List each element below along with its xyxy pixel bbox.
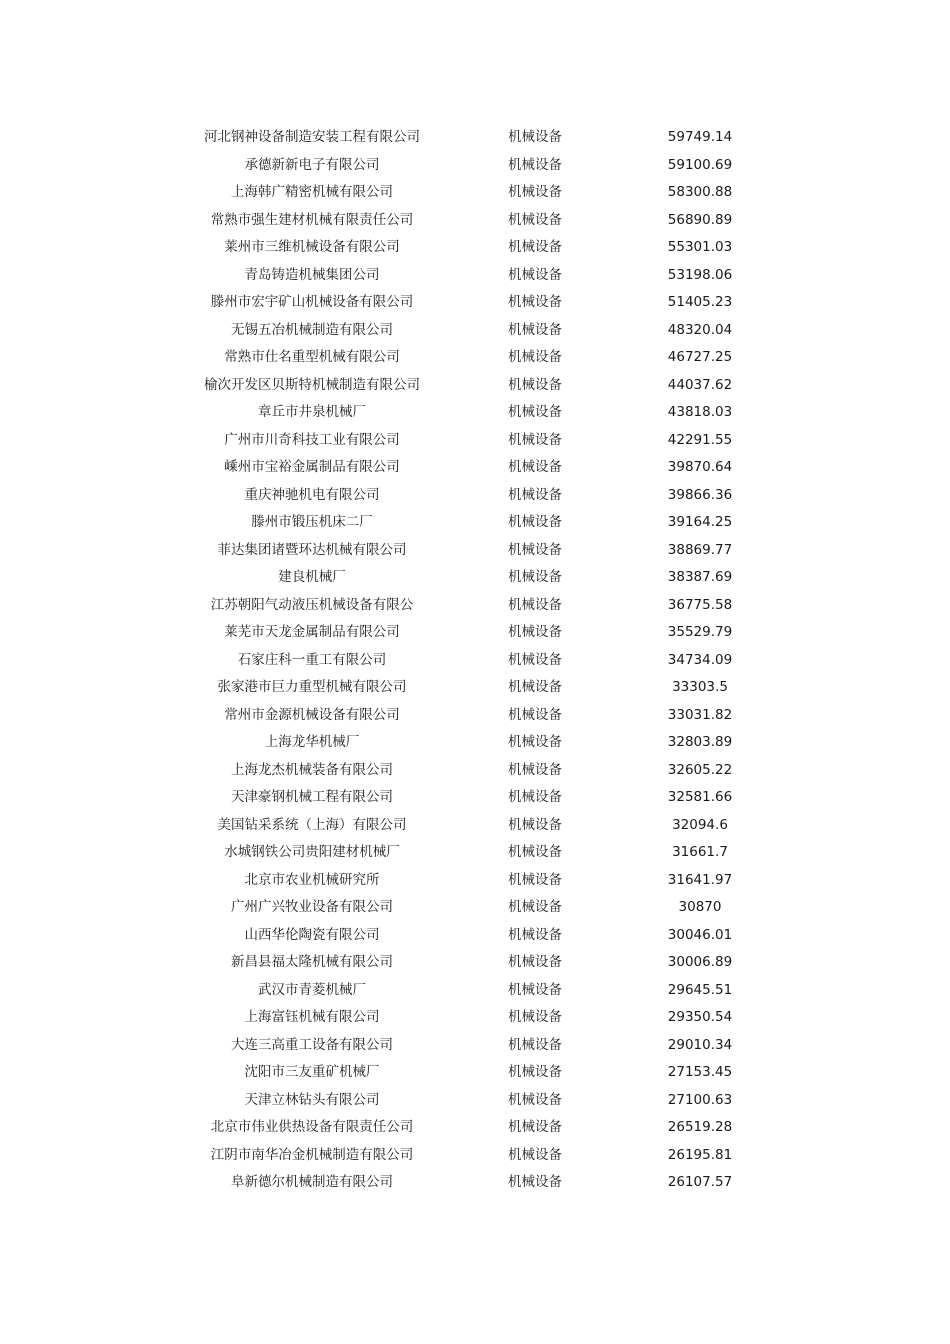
value-cell: 27100.63 (667, 1091, 733, 1108)
table-row (0, 592, 950, 620)
table-row (0, 399, 950, 427)
company-name-cell: 无锡五冶机械制造有限公司 (231, 321, 393, 338)
table-row (0, 1169, 950, 1197)
table-row (0, 344, 950, 372)
value-cell: 39870.64 (667, 459, 733, 475)
company-name-cell: 北京市农业机械研究所 (244, 871, 380, 888)
industry-cell: 机械设备 (508, 624, 562, 640)
industry-cell: 机械设备 (508, 1009, 562, 1025)
table-row (0, 509, 950, 537)
table-row (0, 1059, 950, 1087)
table-row (0, 289, 950, 317)
table-row (0, 839, 950, 867)
company-name-cell: 承德新新电子有限公司 (244, 156, 380, 173)
company-name-cell: 榆次开发区贝斯特机械制造有限公司 (204, 376, 420, 393)
table-row (0, 124, 950, 152)
value-cell: 59100.69 (667, 156, 733, 173)
industry-cell: 机械设备 (508, 899, 562, 915)
company-name-cell: 北京市伟业供热设备有限责任公司 (210, 1119, 414, 1135)
table-row (0, 317, 950, 345)
value-cell: 29010.34 (667, 1036, 733, 1053)
value-cell: 32094.6 (672, 816, 728, 833)
industry-cell: 机械设备 (508, 1064, 562, 1080)
table-row (0, 674, 950, 702)
industry-cell: 机械设备 (508, 651, 562, 668)
industry-cell: 机械设备 (508, 404, 562, 420)
company-name-cell: 嵊州市宝裕金属制品有限公司 (224, 459, 400, 475)
value-cell: 44037.62 (667, 376, 733, 393)
company-name-cell: 上海龙杰机械装备有限公司 (231, 761, 393, 778)
table-row (0, 812, 950, 840)
value-cell: 32605.22 (667, 761, 733, 778)
industry-cell: 机械设备 (508, 294, 562, 310)
table-row (0, 894, 950, 922)
value-cell: 35529.79 (667, 624, 733, 640)
table-row (0, 1142, 950, 1170)
table-row (0, 922, 950, 950)
value-cell: 43818.03 (667, 404, 733, 420)
table-row (0, 1087, 950, 1115)
industry-cell: 机械设备 (508, 459, 562, 475)
company-name-cell: 沈阳市三友重矿机械厂 (244, 1064, 380, 1080)
company-name-cell: 上海韩广精密机械有限公司 (231, 184, 393, 200)
industry-cell: 机械设备 (508, 431, 562, 448)
industry-cell: 机械设备 (508, 129, 562, 145)
value-cell: 39164.25 (667, 514, 733, 530)
value-cell: 53198.06 (667, 266, 733, 283)
industry-cell: 机械设备 (508, 844, 562, 860)
table-row (0, 977, 950, 1005)
industry-cell: 机械设备 (508, 486, 562, 503)
company-table (0, 124, 950, 1197)
value-cell: 32803.89 (667, 734, 733, 750)
company-name-cell: 天津立林钻头有限公司 (244, 1091, 380, 1108)
company-name-cell: 广州广兴牧业设备有限公司 (231, 899, 393, 915)
industry-cell: 机械设备 (508, 926, 562, 943)
company-name-cell: 山西华伦陶瓷有限公司 (244, 926, 380, 943)
company-name-cell: 广州市川奇科技工业有限公司 (224, 431, 400, 448)
company-name-cell: 上海龙华机械厂 (264, 734, 360, 750)
table-row (0, 949, 950, 977)
value-cell: 34734.09 (667, 651, 733, 668)
company-name-cell: 江阴市南华冶金机械制造有限公司 (210, 1146, 414, 1163)
industry-cell: 机械设备 (508, 541, 562, 558)
company-name-cell: 水城钢铁公司贵阳建材机械厂 (224, 844, 400, 860)
industry-cell: 机械设备 (508, 679, 562, 695)
value-cell: 29645.51 (667, 981, 733, 998)
industry-cell: 机械设备 (508, 816, 562, 833)
value-cell: 38387.69 (667, 569, 733, 585)
table-row (0, 152, 950, 180)
value-cell: 31661.7 (672, 844, 728, 860)
company-name-cell: 建良机械厂 (278, 569, 346, 585)
table-row (0, 784, 950, 812)
company-name-cell: 阜新德尔机械制造有限公司 (231, 1174, 393, 1190)
company-name-cell: 莱州市三维机械设备有限公司 (224, 239, 400, 255)
table-row (0, 1032, 950, 1060)
table-row (0, 537, 950, 565)
table-row (0, 372, 950, 400)
company-name-cell: 新昌县福太隆机械有限公司 (231, 954, 393, 970)
industry-cell: 机械设备 (508, 266, 562, 283)
company-name-cell: 莱芜市天龙金属制品有限公司 (224, 624, 400, 640)
company-name-cell: 滕州市宏宇矿山机械设备有限公司 (210, 294, 414, 310)
table-row (0, 234, 950, 262)
company-name-cell: 大连三高重工设备有限公司 (231, 1036, 393, 1053)
value-cell: 26107.57 (667, 1174, 733, 1190)
industry-cell: 机械设备 (508, 1036, 562, 1053)
company-name-cell: 菲达集团诸暨环达机械有限公司 (217, 541, 407, 558)
company-name-cell: 武汉市青菱机械厂 (258, 981, 366, 998)
value-cell: 59749.14 (667, 129, 733, 145)
industry-cell: 机械设备 (508, 349, 562, 365)
company-name-cell: 张家港市巨力重型机械有限公司 (217, 679, 407, 695)
company-name-cell: 青岛铸造机械集团公司 (244, 266, 380, 283)
value-cell: 30046.01 (667, 926, 733, 943)
industry-cell: 机械设备 (508, 211, 562, 228)
industry-cell: 机械设备 (508, 1119, 562, 1135)
company-name-cell: 常州市金源机械设备有限公司 (224, 706, 400, 723)
value-cell: 36775.58 (667, 596, 733, 613)
industry-cell: 机械设备 (508, 514, 562, 530)
industry-cell: 机械设备 (508, 321, 562, 338)
table-row (0, 427, 950, 455)
industry-cell: 机械设备 (508, 706, 562, 723)
table-row (0, 757, 950, 785)
table-row (0, 619, 950, 647)
value-cell: 39866.36 (667, 486, 733, 503)
company-name-cell: 上海富钰机械有限公司 (244, 1009, 380, 1025)
company-name-cell: 美国钻采系统（上海）有限公司 (217, 816, 407, 833)
table-row (0, 647, 950, 675)
value-cell: 26195.81 (667, 1146, 733, 1163)
value-cell: 33031.82 (667, 706, 733, 723)
company-name-cell: 重庆神驰机电有限公司 (244, 486, 380, 503)
company-name-cell: 常熟市强生建材机械有限责任公司 (210, 211, 414, 228)
value-cell: 51405.23 (667, 294, 733, 310)
industry-cell: 机械设备 (508, 239, 562, 255)
company-name-cell: 石家庄科一重工有限公司 (237, 651, 387, 668)
value-cell: 30870 (678, 899, 722, 915)
table-row (0, 564, 950, 592)
table-row (0, 454, 950, 482)
table-row (0, 482, 950, 510)
industry-cell: 机械设备 (508, 761, 562, 778)
table-row (0, 179, 950, 207)
value-cell: 32581.66 (667, 789, 733, 805)
value-cell: 38869.77 (667, 541, 733, 558)
industry-cell: 机械设备 (508, 734, 562, 750)
table-row (0, 729, 950, 757)
table-row (0, 262, 950, 290)
industry-cell: 机械设备 (508, 789, 562, 805)
company-name-cell: 常熟市仕名重型机械有限公司 (224, 349, 400, 365)
value-cell: 42291.55 (667, 431, 733, 448)
company-name-cell: 河北钢神设备制造安装工程有限公司 (204, 129, 420, 145)
industry-cell: 机械设备 (508, 871, 562, 888)
value-cell: 27153.45 (667, 1064, 733, 1080)
value-cell: 46727.25 (667, 349, 733, 365)
industry-cell: 机械设备 (508, 1146, 562, 1163)
table-row (0, 702, 950, 730)
industry-cell: 机械设备 (508, 156, 562, 173)
industry-cell: 机械设备 (508, 184, 562, 200)
industry-cell: 机械设备 (508, 1174, 562, 1190)
table-row (0, 1114, 950, 1142)
industry-cell: 机械设备 (508, 596, 562, 613)
table-row (0, 207, 950, 235)
industry-cell: 机械设备 (508, 1091, 562, 1108)
company-name-cell: 滕州市锻压机床二厂 (251, 514, 373, 530)
value-cell: 33303.5 (672, 679, 728, 695)
value-cell: 58300.88 (667, 184, 733, 200)
company-name-cell: 江苏朝阳气动液压机械设备有限公 (210, 596, 414, 613)
industry-cell: 机械设备 (508, 569, 562, 585)
table-row (0, 867, 950, 895)
value-cell: 31641.97 (667, 871, 733, 888)
value-cell: 55301.03 (667, 239, 733, 255)
industry-cell: 机械设备 (508, 376, 562, 393)
value-cell: 30006.89 (667, 954, 733, 970)
value-cell: 56890.89 (667, 211, 733, 228)
value-cell: 48320.04 (667, 321, 733, 338)
value-cell: 26519.28 (667, 1119, 733, 1135)
table-row (0, 1004, 950, 1032)
company-name-cell: 章丘市井泉机械厂 (258, 404, 366, 420)
value-cell: 29350.54 (667, 1009, 733, 1025)
industry-cell: 机械设备 (508, 954, 562, 970)
company-name-cell: 天津豪钢机械工程有限公司 (231, 789, 393, 805)
industry-cell: 机械设备 (508, 981, 562, 998)
